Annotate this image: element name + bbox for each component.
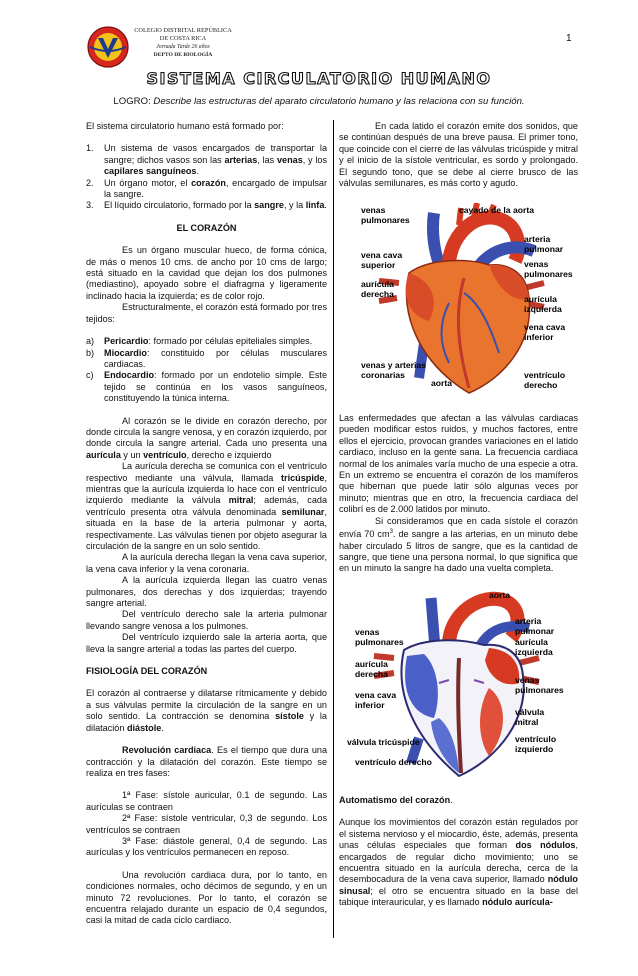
label-venas-arterias-coronarias: venas y arterias coronarias [361, 360, 426, 380]
paragraph: La aurícula derecha se comunica con el ventrículo respectivo mediante una válvula, llamada tricúspide, mientras que la aurícula izquierda lo hace con el ventrículo izquierdo mediante la válvula mitral; además, cada ventrículo presenta otra válvula denominada semilunar, situada en la base de la arteria pulmonar y aorta, respectivamente. Las válvulas tienen por objeto asegurar la circulación de la sangre en un solo sentido. [86, 461, 327, 551]
heading-fisiologia: FISIOLOGÍA DEL CORAZÓN [86, 666, 208, 677]
label-auricula-derecha: aurícula derecha [355, 659, 388, 679]
list-item: 1. Un sistema de vasos encargados de transportar la sangre; dichos vasos son las arterias, las venas, y los capilares sanguíneos. [86, 143, 327, 177]
label-vena-cava-superior: vena cava superior [361, 250, 403, 270]
list-item: c) Endocardio: formado por un endotelio simple. Este tejido se continúa en los vasos sanguíneos, constituyendo la túnica interna. [86, 370, 327, 404]
label-auricula-izquierda: aurícula izquierda [524, 294, 562, 314]
left-column [86, 121, 327, 927]
paragraph: Las enfermedades que afectan a las válvulas cardiacas pueden modificar estos ruidos, y muchos factores, entre ellos el ejercicio, provocan grandes variaciones en el latido cardiaco, incluso en la gente sana. La frecuencia cardiaca normal de los animales varía mucho de una especie a otra. En un extremo se encuentra el corazón de los mamíferos que hibernan que puede latir sólo algunas veces por minuto; mientras que en otro, la frecuencia cardiaca del colibrí es de 2.000 latidos por minuto. [339, 413, 578, 515]
paragraph: A la aurícula izquierda llegan las cuatro venas pulmonares, dos derechas y dos izquierdas; trayendo sangre arterial. [86, 575, 327, 609]
paragraph: Al corazón se le divide en corazón derecho, por donde circula la sangre venosa, y en corazón izquierdo, por donde circula la sangre arterial. Cada uno presenta una aurícula y un ventrículo, derecho e izquierdo [86, 415, 327, 460]
paragraph: Aunque los movimientos del corazón están regulados por el sistema nervioso y el miocardio, éste, además, presenta unas células especiales que forman dos nódulos, encargados de regular dicho movimiento; uno se encuentra situado en la aurícula derecha, cerca de la desembocadura de la vena cava superior, llamado nódulo sinusal; el otro se encuentra situado en la base del tabique interauricular, y es llamado nódulo aurícula- [339, 817, 578, 908]
paragraph: En cada latido el corazón emite dos sonidos, que se continúan después de una breve pausa. El primer tono, que coincide con el cierre de las válvulas tricúspide y mitral y el inicio de la sístole ventricular, es sordo y prolongado. El segundo tono, que se debe al cierre brusco de las válvulas semilunares, es más corto y agudo. [339, 121, 578, 189]
paragraph: 2ª Fase: sístole ventricular, 0,3 de segundo. Los ventrículos se contraen [86, 813, 327, 835]
right-column-top [339, 121, 578, 189]
paragraph: Una revolución cardiaca dura, por lo tanto, en condiciones normales, ocho décimos de segundo, y en un minuto 72 revoluciones. Por lo tanto, el corazón se encuentra relajado durante un espacio de 0,4 segundos, casi la mitad de cada ciclo cardiaco. [86, 869, 327, 926]
label-venas-pulmonares: venas pulmonares [355, 627, 404, 647]
label-ventriculo-derecho: ventrículo derecho [524, 370, 566, 390]
label-vena-cava-inferior: vena cava inferior [524, 322, 566, 342]
label-aorta: aorta [489, 590, 511, 600]
logro: LOGRO: Describe las estructuras del aparato circulatorio humano y las relaciona con su función. [113, 96, 525, 107]
school-name: COLEGIO DISTRITAL REPÚBLICA DE COSTA RICA Jornada Tarde 26 años DEPTO DE BIOLOGÍA [134, 27, 232, 58]
label-valvula-mitral: válvula mitral [515, 707, 545, 727]
right-column-bottom [339, 795, 578, 909]
heading-automatismo: Automatismo del corazón. [339, 795, 453, 805]
paragraph: A la aurícula derecha llegan la vena cava superior, la vena cava inferior y la vena coronaria. [86, 552, 327, 574]
label-aorta: aorta [431, 378, 453, 388]
paragraph: Estructuralmente, el corazón está formado por tres tejidos: [86, 302, 327, 324]
column-divider [333, 120, 334, 938]
label-ventriculo-izquierdo: ventrículo izquierdo [515, 734, 557, 754]
paragraph: Es un órgano muscular hueco, de forma cónica, de más o menos 10 cms. de ancho por 10 cms de largo; está situado en la cavidad que dejan los dos pulmones (mediastino), apoyado sobre el diafragma y ligeramente inclinado hacia la izquierda; es de color rojo. [86, 245, 327, 301]
paragraph: Revolución cardiaca. Es el tiempo que dura una contracción y la dilatación del corazón. Este tiempo se realiza en tres fases: [86, 745, 328, 778]
label-venas-pulmonares: venas pulmonares [361, 205, 410, 225]
label-auricula-izquierda: aurícula izquierda [515, 637, 553, 657]
label-vena-cava-inferior: vena cava inferior [355, 690, 397, 710]
paragraph: 3ª Fase: diástole general, 0,4 de segundo. Las aurículas y los ventrículos permanecen en reposo. [86, 835, 327, 858]
label-auricula-derecha: aurícula derecha [361, 279, 394, 299]
paragraph: Si consideramos que en cada sístole el corazón envía 70 $cm^3$. de sangre a las arterias, en un minuto debe haber circulado 5 litros de sangre, que es la cantidad de sangre, que tiene una persona normal, lo que significa que en un minuto la sangre ha dado una vuelta completa. [339, 515, 578, 574]
label-arteria-pulmonar: arteria pulmonar [515, 616, 555, 636]
label-venas-pulmonares-right: venas pulmonares [524, 259, 573, 279]
paragraph: El corazón al contraerse y dilatarse rítmicamente y debido a sus válvulas permite la circulación de la sangre en un solo sentido. La contracción se denomina sístole y la dilatación diástole. [86, 688, 327, 733]
label-arteria-pulmonar: arteria pulmonar [524, 234, 564, 254]
list-item: 2. Un órgano motor, el corazón, encargado de impulsar la sangre. [86, 177, 327, 200]
label-ventriculo-derecho: ventrículo derecho [355, 757, 432, 767]
list-item: 3. El líquido circulatorio, formado por la sangre, y la linfa. [86, 200, 327, 211]
label-venas-pulmonares-right: venas pulmonares [515, 675, 564, 695]
paragraph: Del ventrículo derecho sale la arteria pulmonar llevando sangre venosa a los pulmones. [86, 609, 327, 631]
list-item: a) Pericardio: formado por células epiteliales simples. [86, 336, 313, 347]
label-cayado-aorta: cayado de la aorta [459, 205, 534, 215]
tejidos-list [86, 336, 327, 404]
page-title: SISTEMA CIRCULATORIO HUMANO [146, 69, 492, 88]
page-number: 1 [566, 33, 572, 44]
intro-text: El sistema circulatorio humano está formado por: [86, 121, 284, 131]
heart-external-figure [339, 203, 578, 403]
paragraph: Del ventrículo izquierdo sale la arteria aorta, que lleva la sangre arterial a todas las partes del cuerpo. [86, 632, 327, 654]
right-column-middle [339, 413, 578, 575]
label-valvula-tricuspide: válvula tricúspide [347, 737, 420, 747]
heart-section-figure [339, 588, 578, 788]
paragraph: 1ª Fase: sístole auricular, 0.1 de segundo. Las aurículas se contraen [86, 790, 327, 812]
heading-corazon: EL CORAZÓN [176, 222, 237, 233]
list-item: b) Miocardio: constituido por células musculares cardiacas. [86, 347, 327, 369]
components-list [86, 143, 327, 211]
